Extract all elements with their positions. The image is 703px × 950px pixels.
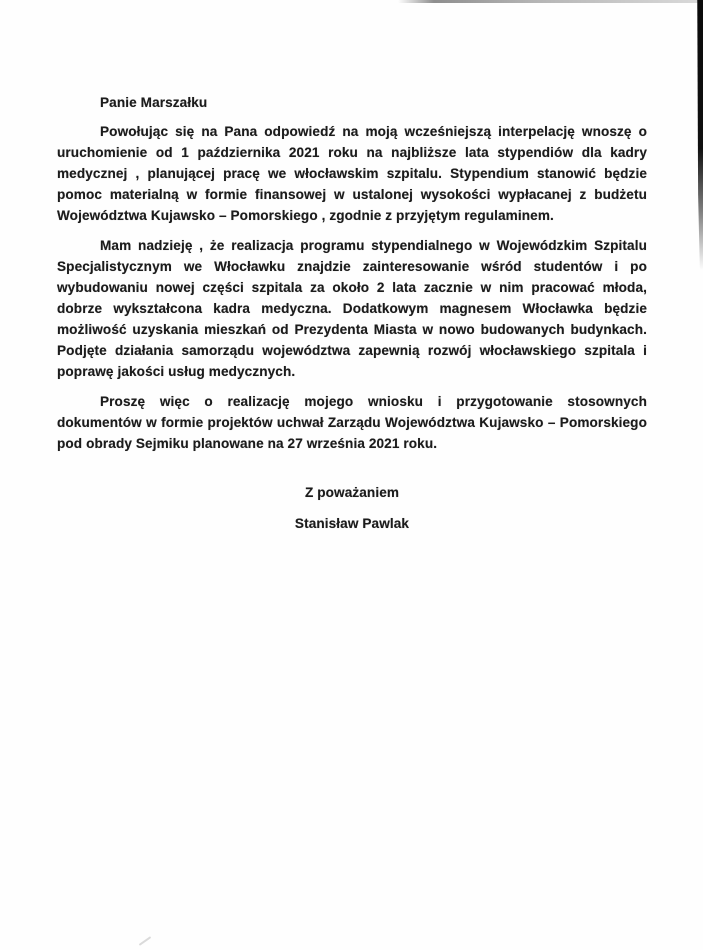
salutation: Panie Marszałku [100, 95, 208, 110]
paragraph-hospital-hopes: Mam nadzieję , że realizacja programu stypendialnego w Wojewódzkim Szpitalu Specjalistycznym we Włocławku znajdzie zainteresowanie wśród studentów i po wybudowaniu nowej części szpitala za około 2 lata zacznie w nim pracować młoda, dobrze wykształcona kadra medyczna. Dodatkowym magnesem Włocławka będzie możliwość uzyskania mieszkań od Prezydenta Miasta w nowo budowanych budynkach. Podjęte działania samorządu województwa zapewnią rozwój włocławskiego szpitala i poprawę jakości usług medycznych. [57, 238, 647, 379]
signature-name: Stanisław Pawlak [294, 516, 410, 531]
scan-top-streak-artifact [398, 0, 698, 3]
paragraph-scholarship-request: Powołując się na Pana odpowiedź na moją wcześniejszą interpelację wnoszę o uruchomienie od 1 października 2021 roku na najbliższe lata stypendiów dla kadry medycznej , planującej pracę we włocławskim szpitalu. Stypendium stanowić będzie pomoc materialną w formie finansowej w ustalonej wysokości wypłacanej z budżetu Województwa Kujawsko – Pomorskiego , zgodnie z przyjętym regulaminem. [57, 124, 647, 223]
letter-body [57, 92, 647, 534]
scan-bottom-smudge-artifact [139, 936, 152, 946]
closing-block [57, 482, 647, 534]
closing-phrase: Z poważaniem [304, 485, 400, 500]
paragraph-session-request: Proszę więc o realizację mojego wniosku i przygotowanie stosownych dokumentów w formie projektów uchwał Zarządu Województwa Kujawsko – Pomorskiego pod obrady Sejmiku planowane na 27 września 2021 roku. [57, 394, 647, 451]
scan-right-edge-artifact [696, 0, 703, 270]
